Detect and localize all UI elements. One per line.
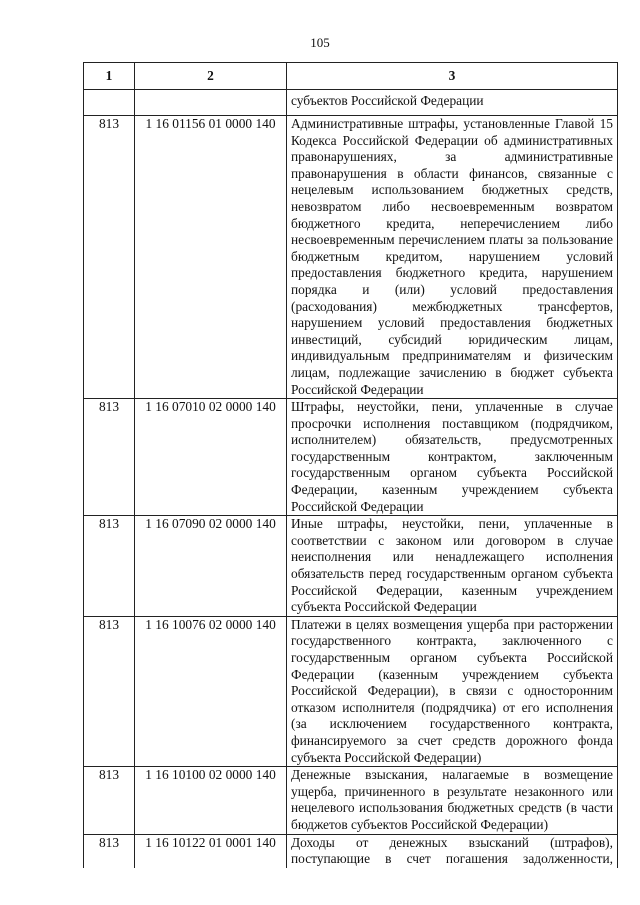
table-row: [84, 616, 618, 766]
kbk-code-cell: 1 16 10076 02 0000 140: [135, 616, 287, 766]
description-cell: Денежные взыскания, налагаемые в возмещение ущерба, причиненного в результате незаконного или нецелевого использования бюджетных средств (в части бюджетов субъектов Российской Федерации): [287, 767, 618, 834]
table-row: [84, 116, 618, 399]
page-number: 105: [310, 35, 330, 50]
admin-code-cell: 813: [84, 767, 135, 834]
admin-code-cell: 813: [84, 399, 135, 516]
continuation-row: [84, 90, 618, 116]
kbk-code-cell: 1 16 10122 01 0001 140: [135, 834, 287, 868]
kbk-code-cell: 1 16 01156 01 0000 140: [135, 116, 287, 399]
description-cell: Иные штрафы, неустойки, пени, уплаченные в соответствии с законом или договором в случае неисполнения или ненадлежащего исполнения обязательств перед государственным органом субъекта Российской Федерации, казенным учреждением субъекта Российской Федерации: [287, 516, 618, 617]
kbk-code-cell: [135, 90, 287, 116]
description-cell: Платежи в целях возмещения ущерба при расторжении государственного контракта, заключенного с государственным органом субъекта Российской Федерации (казенным учреждением субъекта Российской Федерации), в связи с односторонним отказом исполнителя (подрядчика) от его исполнения (за исключением государственного контракта, финансируемого за счет средств дорожного фонда субъекта Российской Федерации): [287, 616, 618, 766]
kbk-code-cell: 1 16 07010 02 0000 140: [135, 399, 287, 516]
revenue-classification-table: [83, 62, 618, 868]
header-col-2: 2: [135, 63, 287, 90]
header-col-3: 3: [287, 63, 618, 90]
table-row: [84, 399, 618, 516]
table-row: [84, 834, 618, 868]
description-cell: Доходы от денежных взысканий (штрафов), поступающие в счет погашения задолженности,: [287, 834, 618, 868]
table-row: [84, 516, 618, 617]
kbk-code-cell: 1 16 07090 02 0000 140: [135, 516, 287, 617]
admin-code-cell: [84, 90, 135, 116]
table-header-row: [84, 63, 618, 90]
admin-code-cell: 813: [84, 116, 135, 399]
admin-code-cell: 813: [84, 616, 135, 766]
description-cell: Штрафы, неустойки, пени, уплаченные в случае просрочки исполнения поставщиком (подрядчиком, исполнителем) обязательств, предусмотренных государственным контрактом, заключенным государственным органом субъекта Российской Федерации, казенным учреждением субъекта Российской Федерации: [287, 399, 618, 516]
admin-code-cell: 813: [84, 516, 135, 617]
description-cell: Административные штрафы, установленные Главой 15 Кодекса Российской Федерации об административных правонарушениях, за административные правонарушения в области финансов, связанные с нецелевым использованием бюджетных средств, невозвратом либо несвоевременным возвратом бюджетного кредита, неперечислением либо несвоевременным перечислением платы за пользование бюджетным кредитом, нарушением условий предоставления бюджетного кредита, нарушением порядка и (или) условий предоставления (расходования) межбюджетных трансфертов, нарушением условий предоставления бюджетных инвестиций, субсидий юридическим лицам, индивидуальным предпринимателям и физическим лицам, подлежащие зачислению в бюджет субъекта Российской Федерации: [287, 116, 618, 399]
header-col-1: 1: [84, 63, 135, 90]
description-cell: субъектов Российской Федерации: [287, 90, 618, 116]
admin-code-cell: 813: [84, 834, 135, 868]
kbk-code-cell: 1 16 10100 02 0000 140: [135, 767, 287, 834]
table-row: [84, 767, 618, 834]
